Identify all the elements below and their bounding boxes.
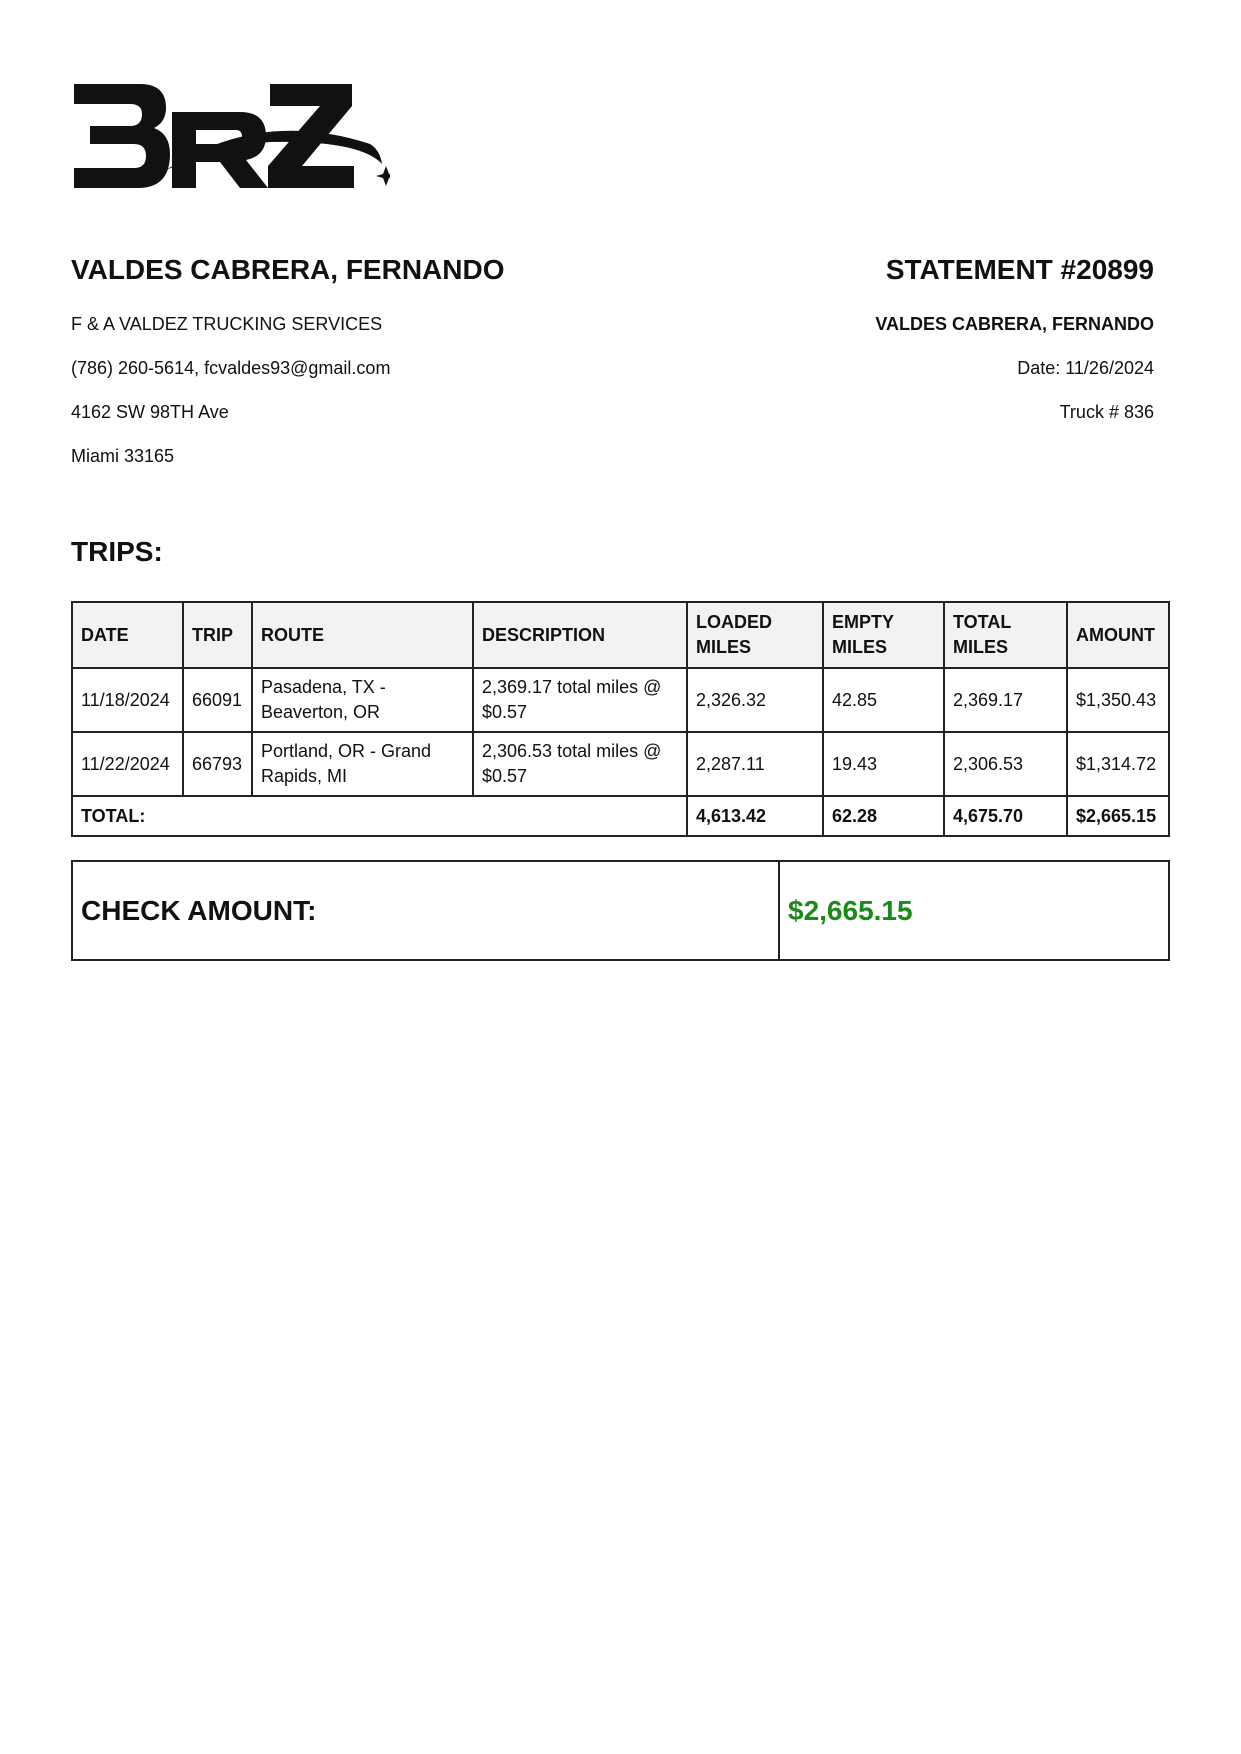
carrier-company: F & A VALDEZ TRUCKING SERVICES — [71, 314, 383, 334]
cell-total-miles: 2,306.53 — [944, 732, 1067, 796]
check-amount-label: CHECK AMOUNT: — [81, 894, 317, 926]
cell-amount: $1,350.43 — [1067, 668, 1169, 732]
check-amount-value: $2,665.15 — [788, 894, 913, 926]
header-amount: AMOUNT — [1067, 602, 1169, 668]
cell-empty-miles: 19.43 — [823, 732, 944, 796]
table-header-row — [72, 602, 1169, 668]
cell-route: Portland, OR - Grand Rapids, MI — [252, 732, 473, 796]
header-date: DATE — [72, 602, 183, 668]
cell-description: 2,369.17 total miles @ $0.57 — [473, 668, 687, 732]
table-row — [72, 732, 1169, 796]
total-empty-miles: 62.28 — [823, 796, 944, 836]
check-amount-value-cell — [779, 861, 1169, 960]
check-amount-label-cell — [72, 861, 779, 960]
header-total-miles: TOTAL MILES — [944, 602, 1067, 668]
statement-title: STATEMENT #20899 — [885, 254, 1154, 285]
statement-payee: VALDES CABRERA, FERNANDO — [875, 314, 1154, 334]
carrier-info — [71, 250, 505, 478]
trips-table — [71, 601, 1170, 837]
header-trip: TRIP — [183, 602, 252, 668]
statement-info — [875, 250, 1154, 434]
cell-empty-miles: 42.85 — [823, 668, 944, 732]
cell-description: 2,306.53 total miles @ $0.57 — [473, 732, 687, 796]
check-amount-box — [71, 860, 1170, 961]
cell-trip: 66793 — [183, 732, 252, 796]
trips-section-title: TRIPS: — [71, 536, 163, 567]
header-description: DESCRIPTION — [473, 602, 687, 668]
brz-logo — [70, 78, 390, 196]
cell-loaded-miles: 2,287.11 — [687, 732, 823, 796]
cell-amount: $1,314.72 — [1067, 732, 1169, 796]
cell-date: 11/22/2024 — [72, 732, 183, 796]
cell-total-miles: 2,369.17 — [944, 668, 1067, 732]
header-loaded-miles: LOADED MILES — [687, 602, 823, 668]
header-empty-miles: EMPTY MILES — [823, 602, 944, 668]
total-amount: $2,665.15 — [1067, 796, 1169, 836]
cell-loaded-miles: 2,326.32 — [687, 668, 823, 732]
carrier-name: VALDES CABRERA, FERNANDO — [71, 254, 505, 285]
cell-route: Pasadena, TX - Beaverton, OR — [252, 668, 473, 732]
table-row — [72, 668, 1169, 732]
carrier-contact: (786) 260-5614, fcvaldes93@gmail.com — [71, 358, 391, 378]
table-total-row — [72, 796, 1169, 836]
total-total-miles: 4,675.70 — [944, 796, 1067, 836]
header-route: ROUTE — [252, 602, 473, 668]
cell-trip: 66091 — [183, 668, 252, 732]
cell-date: 11/18/2024 — [72, 668, 183, 732]
carrier-address-line1: 4162 SW 98TH Ave — [71, 402, 229, 422]
total-label: TOTAL: — [72, 796, 687, 836]
carrier-address-line2: Miami 33165 — [71, 446, 175, 466]
total-loaded-miles: 4,613.42 — [687, 796, 823, 836]
statement-date: Date: 11/26/2024 — [1017, 358, 1154, 378]
statement-truck: Truck # 836 — [1059, 402, 1154, 422]
